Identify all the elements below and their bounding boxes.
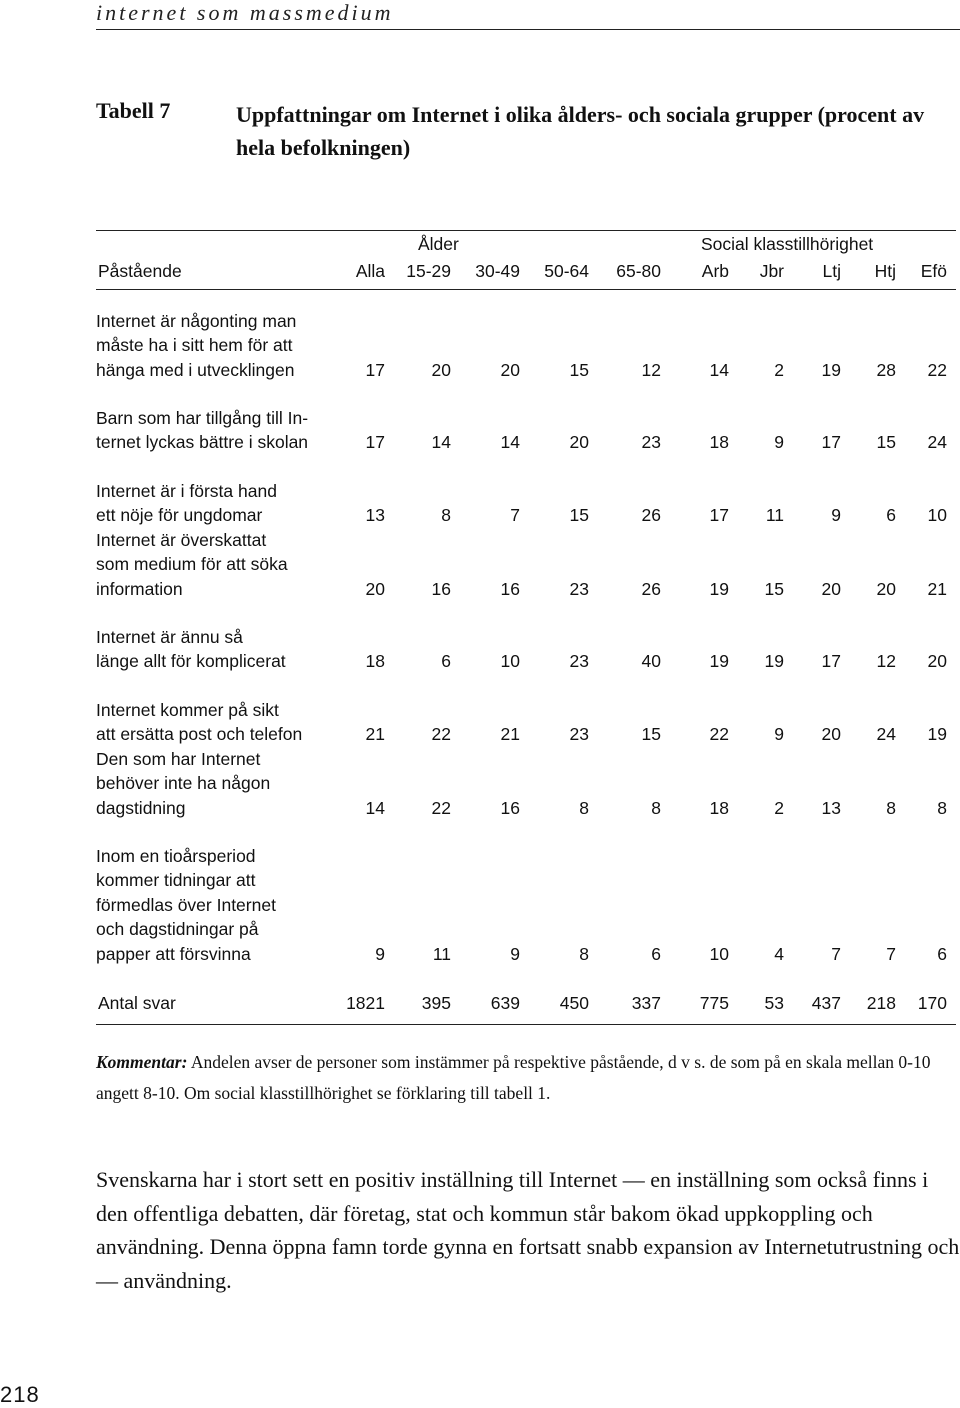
table-cell: 14 xyxy=(709,359,729,380)
group-header-social: Social klasstillhörighet xyxy=(701,234,874,254)
table-cell: 20 xyxy=(876,578,896,599)
comment-label: Kommentar: xyxy=(96,1052,188,1072)
table-cell: 23 xyxy=(569,651,589,672)
table-cell: 15 xyxy=(876,432,896,453)
table-cell: 15 xyxy=(569,359,589,380)
header-rule xyxy=(96,29,960,30)
group-header-age: Ålder xyxy=(418,234,459,254)
table-cell: 22 xyxy=(927,359,947,380)
column-header: Alla xyxy=(355,261,385,281)
table-cell: 8 xyxy=(651,797,661,818)
total-label: Antal svar xyxy=(98,993,176,1013)
column-header: Efö xyxy=(920,261,947,281)
table-cell: 15 xyxy=(764,578,784,599)
row-statement: Internet kommer på sikt att ersätta post och telefon xyxy=(96,700,303,745)
row-statement: Inom en tioårsperiod kommer tidningar att förmedlas över Internet och dagstidningar på papper att försvinna xyxy=(96,846,276,964)
column-header: Ltj xyxy=(822,261,841,281)
table-cell: 16 xyxy=(431,578,451,599)
table-cell: 17 xyxy=(365,432,385,453)
running-head: internet som massmedium xyxy=(96,0,394,25)
table-cell: 10 xyxy=(927,505,947,526)
stub-header: Påstående xyxy=(98,261,182,281)
column-header: Jbr xyxy=(759,261,784,281)
table-cell: 21 xyxy=(927,578,947,599)
table-cell: 16 xyxy=(500,578,520,599)
table-cell: 19 xyxy=(709,651,729,672)
table-cell: 21 xyxy=(365,724,385,745)
table-cell: 7 xyxy=(831,943,841,964)
table-cell: 17 xyxy=(821,651,841,672)
body-paragraph: Svenskarna har i stort sett en positiv inställning till Internet — en inställning som också finns i den offentliga debatten, där företag, stat och kommun står bakom ökad uppkoppling och användning. Denna öppna famn torde gynna en fortsatt snabb expansion av Internetutrustning och — användning. xyxy=(96,1167,960,1293)
table-cell: 13 xyxy=(365,505,385,526)
table-cell: 10 xyxy=(709,943,729,964)
header-bottom-rule xyxy=(96,289,956,290)
row-statement: Internet är någonting man måste ha i sitt hem för att hänga med i utvecklingen xyxy=(96,311,297,380)
table-cell: 20 xyxy=(927,651,947,672)
table-cell: 12 xyxy=(876,651,896,672)
total-cell: 450 xyxy=(559,993,589,1013)
column-header: 65-80 xyxy=(616,261,661,281)
table-cell: 21 xyxy=(500,724,520,745)
page-number: 218 xyxy=(0,1382,40,1407)
table-cell: 19 xyxy=(821,359,841,380)
table-cell: 20 xyxy=(500,359,520,380)
column-header: Htj xyxy=(874,261,896,281)
total-cell: 775 xyxy=(699,993,729,1013)
table-cell: 19 xyxy=(764,651,784,672)
table-cell: 9 xyxy=(774,724,784,745)
table-cell: 9 xyxy=(375,943,385,964)
table-cell: 15 xyxy=(569,505,589,526)
table-cell: 9 xyxy=(831,505,841,526)
table-cell: 20 xyxy=(431,359,451,380)
total-cell: 639 xyxy=(490,993,520,1013)
table-cell: 20 xyxy=(365,578,385,599)
table-cell: 11 xyxy=(432,943,451,964)
total-cell: 53 xyxy=(764,993,784,1013)
table-cell: 23 xyxy=(569,578,589,599)
table-cell: 13 xyxy=(821,797,841,818)
table-cell: 15 xyxy=(641,724,661,745)
table-cell: 4 xyxy=(774,943,784,964)
table-cell: 16 xyxy=(500,797,520,818)
table-cell: 18 xyxy=(709,432,729,453)
total-cell: 170 xyxy=(917,993,947,1013)
table-cell: 9 xyxy=(510,943,520,964)
table-cell: 6 xyxy=(886,505,896,526)
table-cell: 20 xyxy=(821,724,841,745)
table-cell: 8 xyxy=(937,797,947,818)
table-cell: 10 xyxy=(500,651,520,672)
row-statement: Internet är i första hand ett nöje för ungdomar xyxy=(96,481,277,526)
table-cell: 22 xyxy=(709,724,729,745)
table-label: Tabell 7 xyxy=(96,98,171,123)
table-cell: 40 xyxy=(641,651,661,672)
table-cell: 20 xyxy=(821,578,841,599)
total-cell: 1821 xyxy=(346,993,385,1013)
table-cell: 18 xyxy=(365,651,385,672)
table-cell: 2 xyxy=(774,359,784,380)
table-bottom-rule xyxy=(96,1024,956,1025)
column-header: 15-29 xyxy=(406,261,451,281)
table-comment xyxy=(96,1047,960,1109)
table-cell: 2 xyxy=(774,797,784,818)
table-cell: 8 xyxy=(441,505,451,526)
table-cell: 14 xyxy=(365,797,385,818)
table-cell: 24 xyxy=(876,724,896,745)
table-cell: 11 xyxy=(765,505,784,526)
total-cell: 337 xyxy=(631,993,661,1013)
table-cell: 24 xyxy=(927,432,947,453)
comment-text: Andelen avser de personer som instämmer på respektive påstående, d v s. de som på en skala mellan 0-10 angett 8-10. Om social klasstillhörighet se förklaring till tabell 1. xyxy=(96,1052,931,1103)
row-statement: Internet är ännu så länge allt för komplicerat xyxy=(96,627,286,672)
table-cell: 17 xyxy=(709,505,729,526)
table-cell: 23 xyxy=(641,432,661,453)
table-top-rule xyxy=(96,230,956,231)
table-cell: 6 xyxy=(651,943,661,964)
total-cell: 437 xyxy=(811,993,841,1013)
table-cell: 23 xyxy=(569,724,589,745)
table-cell: 26 xyxy=(641,578,661,599)
row-statement: Barn som har tillgång till In- ternet lyckas bättre i skolan xyxy=(96,408,309,453)
column-header: 50-64 xyxy=(544,261,589,281)
table-cell: 14 xyxy=(500,432,520,453)
table-cell: 9 xyxy=(774,432,784,453)
table-cell: 22 xyxy=(431,797,451,818)
total-cell: 395 xyxy=(421,993,451,1013)
table-cell: 6 xyxy=(441,651,451,672)
table-cell: 20 xyxy=(569,432,589,453)
table-cell: 22 xyxy=(431,724,451,745)
table-cell: 14 xyxy=(431,432,451,453)
column-header: 30-49 xyxy=(475,261,520,281)
table-cell: 19 xyxy=(927,724,947,745)
table-cell: 19 xyxy=(709,578,729,599)
table-cell: 28 xyxy=(876,359,896,380)
row-statement: Den som har Internet behöver inte ha någon dagstidning xyxy=(96,749,271,818)
table-cell: 8 xyxy=(579,797,589,818)
table-cell: 26 xyxy=(641,505,661,526)
table-cell: 18 xyxy=(709,797,729,818)
table-cell: 17 xyxy=(365,359,385,380)
table-cell: 17 xyxy=(821,432,841,453)
table-cell: 8 xyxy=(579,943,589,964)
total-cell: 218 xyxy=(866,993,896,1013)
table-cell: 12 xyxy=(641,359,661,380)
column-header: Arb xyxy=(701,261,729,281)
row-statement: Internet är överskattat som medium för att söka information xyxy=(96,530,288,599)
table-cell: 8 xyxy=(886,797,896,818)
table-cell: 6 xyxy=(937,943,947,964)
table-cell: 7 xyxy=(886,943,896,964)
table-caption: Uppfattningar om Internet i olika ålders- och sociala grupper (procent av hela befolkningen) xyxy=(236,102,925,160)
table-cell: 7 xyxy=(510,505,520,526)
